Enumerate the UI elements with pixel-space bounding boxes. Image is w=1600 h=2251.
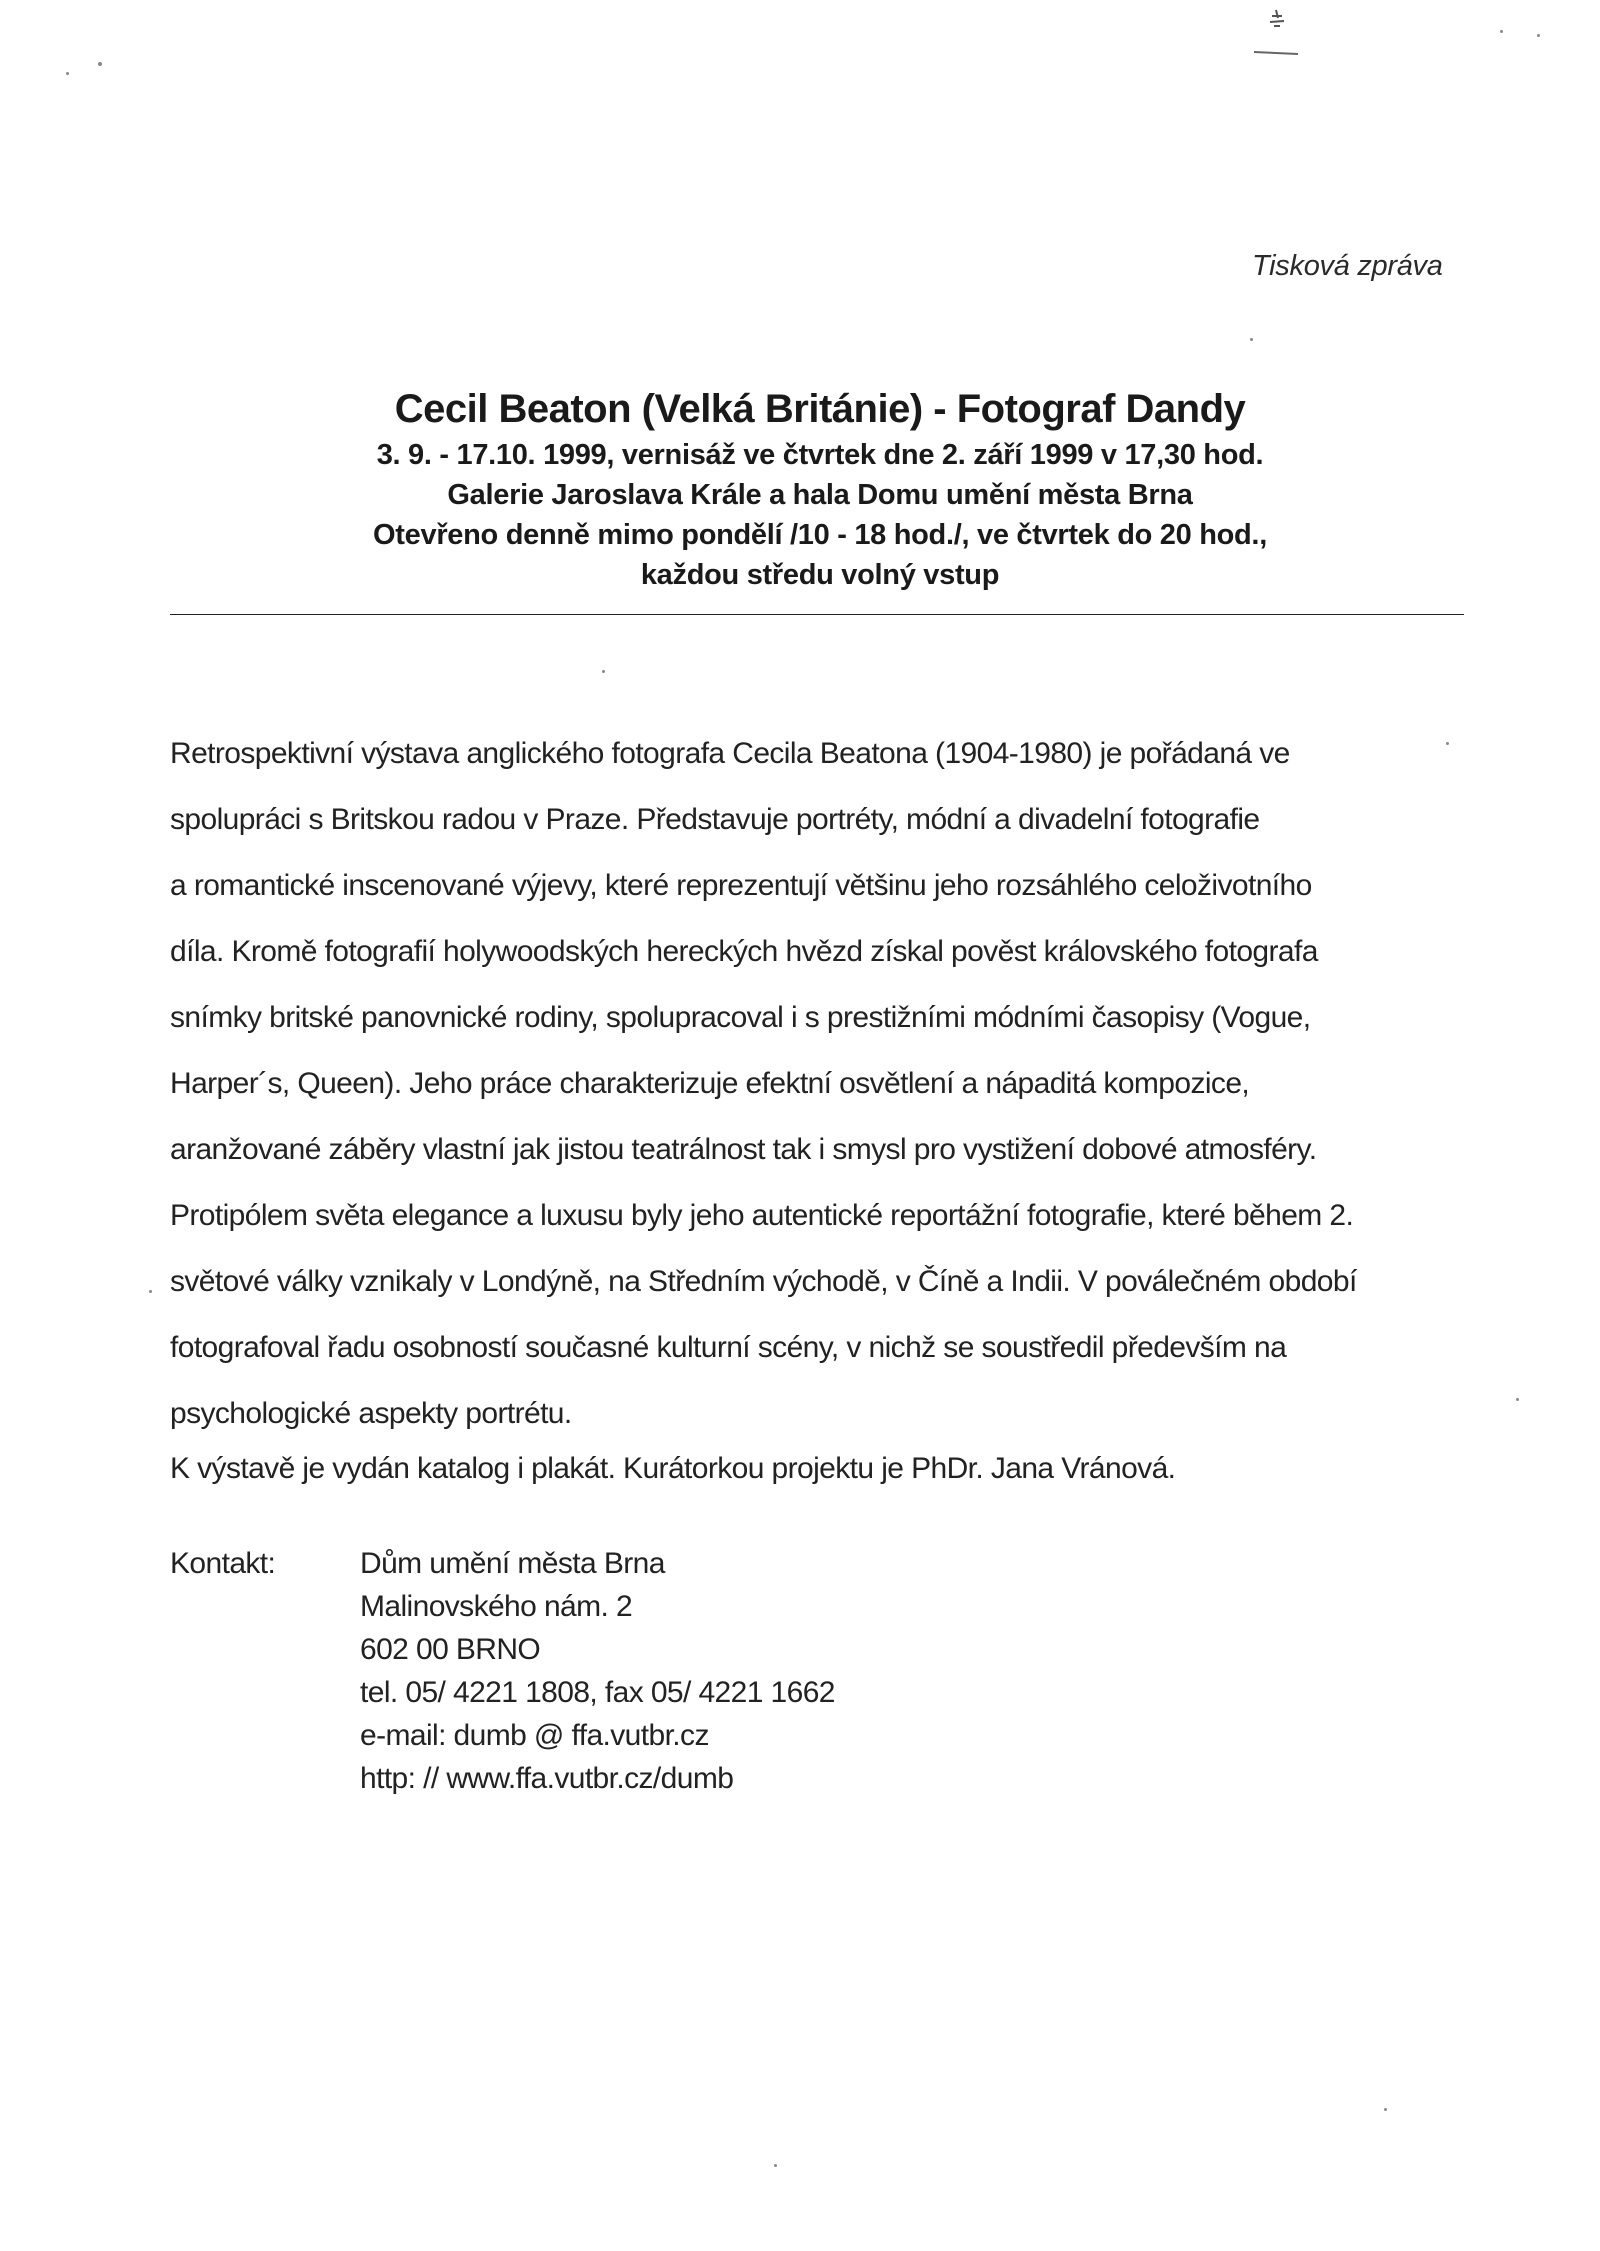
contact-address xyxy=(360,1542,835,1800)
document-header xyxy=(170,383,1470,595)
body-line: díla. Kromě fotografií holywoodských hereckých hvězd získal pověst královského fotografa xyxy=(170,935,1318,968)
exhibition-dates: 3. 9. - 17.10. 1999, vernisáž ve čtvrtek dne 2. září 1999 v 17,30 hod. xyxy=(376,439,1264,471)
closing-note: K výstavě je vydán katalog i plakát. Kurátorkou projektu je PhDr. Jana Vránová. xyxy=(170,1452,1176,1485)
body-line: spolupráci s Britskou radou v Praze. Představuje portréty, módní a divadelní fotografie xyxy=(170,803,1260,836)
scan-speck xyxy=(1500,30,1503,33)
body-line: aranžované záběry vlastní jak jistou teatrálnost tak i smysl pro vystižení dobové atmosféry. xyxy=(170,1133,1317,1166)
scan-speck xyxy=(774,2164,777,2167)
contact-phone-fax: tel. 05/ 4221 1808, fax 05/ 4221 1662 xyxy=(360,1676,835,1709)
body-paragraph xyxy=(170,721,1470,1497)
body-line: Protipólem světa elegance a luxusu byly jeho autentické reportážní fotografie, které během 2. xyxy=(170,1199,1354,1232)
contact-label: Kontakt: xyxy=(170,1547,276,1580)
body-line: světové války vznikaly v Londýně, na Středním východě, v Číně a Indii. V poválečném období xyxy=(170,1265,1357,1298)
body-line: psychologické aspekty portrétu. xyxy=(170,1397,572,1430)
scan-speck xyxy=(602,670,605,673)
free-entry-note: každou středu volný vstup xyxy=(640,559,1000,591)
contact-website: http: // www.ffa.vutbr.cz/dumb xyxy=(360,1762,734,1795)
scan-speck xyxy=(1537,34,1540,37)
exhibition-venue: Galerie Jaroslava Krále a hala Domu umění města Brna xyxy=(447,479,1193,511)
scan-speck xyxy=(1250,338,1253,341)
scan-speck xyxy=(66,72,69,75)
document-title: Cecil Beaton (Velká Británie) - Fotograf Dandy xyxy=(394,387,1246,431)
body-line: Harper´s, Queen). Jeho práce charakterizuje efektní osvětlení a nápaditá kompozice, xyxy=(170,1067,1250,1100)
body-line: a romantické inscenované výjevy, které reprezentují většinu jeho rozsáhlého celoživotního xyxy=(170,869,1312,902)
scan-speck xyxy=(98,62,102,66)
scan-speck xyxy=(149,1290,152,1293)
opening-hours: Otevřeno denně mimo pondělí /10 - 18 hod./, ve čtvrtek do 20 hod., xyxy=(373,519,1267,551)
contact-organization: Dům umění města Brna xyxy=(360,1547,665,1580)
body-line: fotografoval řadu osobností současné kulturní scény, v nichž se soustředil především na xyxy=(170,1331,1287,1364)
body-line: Retrospektivní výstava anglického fotografa Cecila Beatona (1904-1980) je pořádaná ve xyxy=(170,737,1290,770)
header-divider xyxy=(170,614,1464,615)
contact-city: 602 00 BRNO xyxy=(360,1633,541,1666)
contact-email: e-mail: dumb @ ffa.vutbr.cz xyxy=(360,1719,709,1752)
contact-street: Malinovského nám. 2 xyxy=(360,1590,633,1623)
scan-artifact-mark xyxy=(1246,8,1306,58)
scan-speck xyxy=(1384,2108,1387,2111)
scan-speck xyxy=(1516,1398,1519,1401)
body-line: snímky britské panovnické rodiny, spolupracoval i s prestižními módními časopisy (Vogue, xyxy=(170,1001,1311,1034)
document-label: Tisková zpráva xyxy=(1252,250,1443,282)
